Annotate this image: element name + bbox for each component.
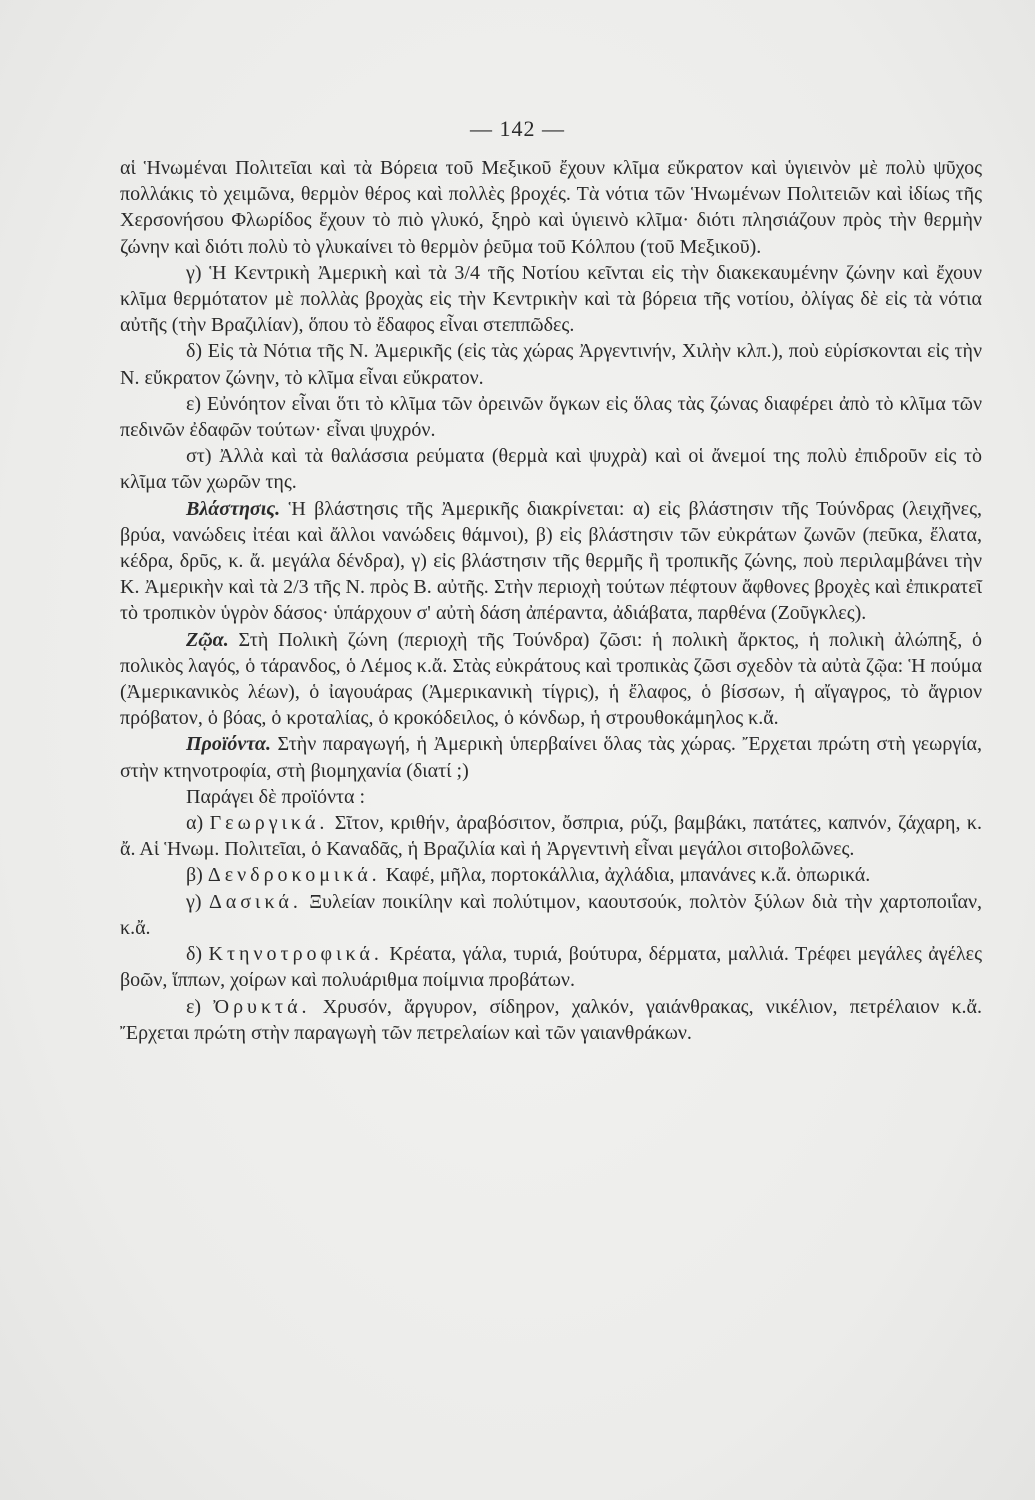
item-marker: α): [186, 812, 210, 835]
paragraph-climate-central: [120, 260, 982, 339]
paragraph-text: Σῖτον, κριθήν, ἀραβόσιτον, ὄσπρια, ρύζι, βαμβάκι, πατάτες, καπνόν, ζάχαρη, κ. ἄ. Αἱ Ἡνωμ. Πολιτεῖαι, ὁ Καναδᾶς, ἡ Βραζιλία καὶ ἡ Ἀργεντινὴ εἶναι μεγάλοι σιτοβολῶνες.: [120, 812, 982, 861]
paragraph-text: Παράγει δὲ προϊόντα :: [186, 785, 366, 808]
paragraph-climate-mountains: [120, 391, 982, 443]
item-heading-minerals: Ὀρυκτά.: [213, 995, 311, 1018]
item-heading-forest: Δασικά.: [208, 890, 302, 913]
paragraph-text: Καφέ, μῆλα, πορτοκάλλια, ἀχλάδια, μπανάνες κ.ἄ. ὀπωρικά.: [380, 864, 871, 887]
paragraph-minerals: [120, 994, 982, 1046]
section-heading-vegetation: Βλάστησις.: [186, 497, 281, 520]
page-number: — 142 —: [470, 116, 565, 141]
paragraph-text: ε) Εὐνόητον εἶναι ὅτι τὸ κλῖμα τῶν ὀρεινῶν ὄγκων εἰς ὅλας τὰς ζώνας διαφέρει ἀπὸ τὸ κλῖμα τῶν πεδινῶν ἐδαφῶν τούτων· εἶναι ψυχρόν.: [120, 392, 982, 442]
paragraph-text: Ἡ βλάστησις τῆς Ἀμερικῆς διακρίνεται: α) εἰς βλάστησιν τῆς Τούνδρας (λειχῆνες, βρύα, νανώδεις ἰτέαι καὶ ἄλλοι νανώδεις θάμνοι), β) εἰς βλάστησιν τῶν εὐκράτων ζωνῶν (πεῦκα, ἔλατα, κέδρα, δρῦς, κ. ἄ. μεγάλα δένδρα), γ) εἰς βλάστησιν τῆς θερμῆς ἢ τροπικῆς ζώνης, ποὺ περιλαμβάνει τὴν Κ. Ἀμερικὴν καὶ τὰ 2/3 τῆς Ν. πρὸς Β. αὐτῆς. Στὴν περιοχὴ τούτων πέφτουν ἄφθονες βροχὲς καὶ ἐπικρατεῖ τὸ τροπικὸν ὑγρὸν δάσος· ὑπάρχουν σ' αὐτὴ δάση ἀπέραντα, ἀδιάβατα, παρθένα (Ζοῦγκλες).: [120, 497, 982, 625]
paragraph-text: Στὴ Πολικὴ ζώνη (περιοχὴ τῆς Τούνδρα) ζῶσι: ἡ πολικὴ ἄρκτος, ἡ πολικὴ ἀλώπηξ, ὁ πολικὸς λαγός, ὁ τάρανδος, ὁ Λέμος κ.ἄ. Στὰς εὐκράτους καὶ τροπικὰς ζῶσι σχεδὸν τὰ αὐτὰ ζῷα: Ἡ πούμα (Ἀμερικανικὸς λέων), ὁ ἰαγουάρας (Ἀμερικανικὴ τίγρις), ἡ ἔλαφος, ὁ βίσσων, ἡ αἴγαγρος, τὸ ἄγριον πρόβατον, ὁ βόας, ὁ κροταλίας, ὁ κροκόδειλος, ὁ κόνδωρ, ἡ στρουθοκάμηλος κ.ἄ.: [120, 628, 982, 730]
paragraph-products: [120, 731, 982, 783]
item-marker: β): [186, 864, 208, 887]
section-heading-animals: Ζῷα.: [186, 628, 229, 651]
paragraph-climate-north: [120, 155, 982, 260]
paragraph-text: γ) Ἡ Κεντρικὴ Ἀμερικὴ καὶ τὰ 3/4 τῆς Νοτίου κεῖνται εἰς τὴν διακεκαυμένην ζώνην καὶ ἔχουν κλῖμα θερμότατον μὲ πολλὰς βροχὰς εἰς τὴν Κεντρικὴν καὶ τὰ βόρεια τῆς νοτίου, ὀλίγας δὲ εἰς τὰ νότια αὐτῆς (τὴν Βραζιλίαν), ὅπου τὸ ἔδαφος εἶναι στεππῶδες.: [120, 261, 982, 337]
paragraph-climate-south: [120, 338, 982, 390]
paragraph-text: Κρέατα, γάλα, τυριά, βούτυρα, δέρματα, μαλλιά. Τρέφει μεγάλες ἀγέλες βοῶν, ἵππων, χοίρων καὶ πολυάριθμα ποίμνια προβάτων.: [120, 943, 982, 992]
item-heading-agricultural: Γεωργικά.: [209, 812, 329, 835]
paragraph-text: αἱ Ἡνωμέναι Πολιτεῖαι καὶ τὰ Βόρεια τοῦ Μεξικοῦ ἔχουν κλῖμα εὔκρατον καὶ ὑγιεινὸν μὲ πολὺ ψῦχος πολλάκις τὸ χειμῶνα, θερμὸν θέρος καὶ πολλὲς βροχές. Τὰ νότια τῶν Ἡνωμένων Πολιτειῶν καὶ ἰδίως τῆς Χερσονήσου Φλωρίδος ἔχουν τὸ πιὸ γλυκό, ξηρὸ καὶ ὑγιεινὸ κλῖμα· διότι πλησιάζουν πρὸς τὴν θερμὴν ζώνην καὶ διότι πολὺ τὸ γλυκαίνει τὸ θερμὸν ῥεῦμα τοῦ Κόλπου (τοῦ Μεξικοῦ).: [120, 157, 982, 258]
item-heading-fruit: Δενδροκομικά.: [207, 864, 381, 887]
paragraph-text: δ) Εἰς τὰ Νότια τῆς Ν. Ἀμερικῆς (εἰς τὰς χώρας Ἀργεντινήν, Χιλὴν κλπ.), ποὺ εὑρίσκονται εἰς τὴν Ν. εὔκρατον ζώνην, τὸ κλῖμα εἶναι εὔκρατον.: [120, 340, 982, 389]
body-text: [120, 155, 982, 1046]
paragraph-text: Χρυσόν, ἄργυρον, σίδηρον, χαλκόν, γαιάνθρακας, νικέλιον, πετρέλαιον κ.ἄ. Ἔρχεται πρώτη στὴν παραγωγὴ τῶν πετρελαίων καὶ τῶν γαιανθράκων.: [120, 995, 982, 1044]
paragraph-climate-currents: [120, 443, 982, 495]
paragraph-text: στ) Ἀλλὰ καὶ τὰ θαλάσσια ρεύματα (θερμὰ καὶ ψυχρὰ) καὶ οἱ ἄνεμοί της πολὺ ἐπιδροῦν εἰς τὸ κλῖμα τῶν χωρῶν της.: [120, 445, 982, 494]
paragraph-products-intro: [120, 784, 982, 810]
paragraph-forest: [120, 889, 982, 941]
section-heading-products: Προϊόντα.: [186, 733, 271, 756]
paragraph-vegetation: [120, 496, 982, 627]
paragraph-text: Ξυλείαν ποικίλην καὶ πολύτιμον, καουτσούκ, πολτὸν ξύλων διὰ τὴν χαρτοποιΐαν, κ.ἄ.: [120, 890, 982, 939]
paragraph-agricultural: [120, 810, 982, 862]
paragraph-animals: [120, 627, 982, 732]
paragraph-livestock: [120, 941, 982, 993]
item-heading-livestock: Κτηνοτροφικά.: [208, 943, 383, 966]
item-marker: γ): [186, 890, 209, 913]
item-marker: δ): [186, 943, 209, 966]
item-marker: ε): [186, 995, 214, 1018]
paragraph-fruit: [120, 862, 982, 888]
paragraph-text: Στὴν παραγωγή, ἡ Ἀμερικὴ ὑπερβαίνει ὅλας τὰς χώρας. Ἔρχεται πρώτη στὴ γεωργία, στὴν κτηνοτροφία, στὴ βιομηχανία (διατί ;): [120, 733, 982, 782]
